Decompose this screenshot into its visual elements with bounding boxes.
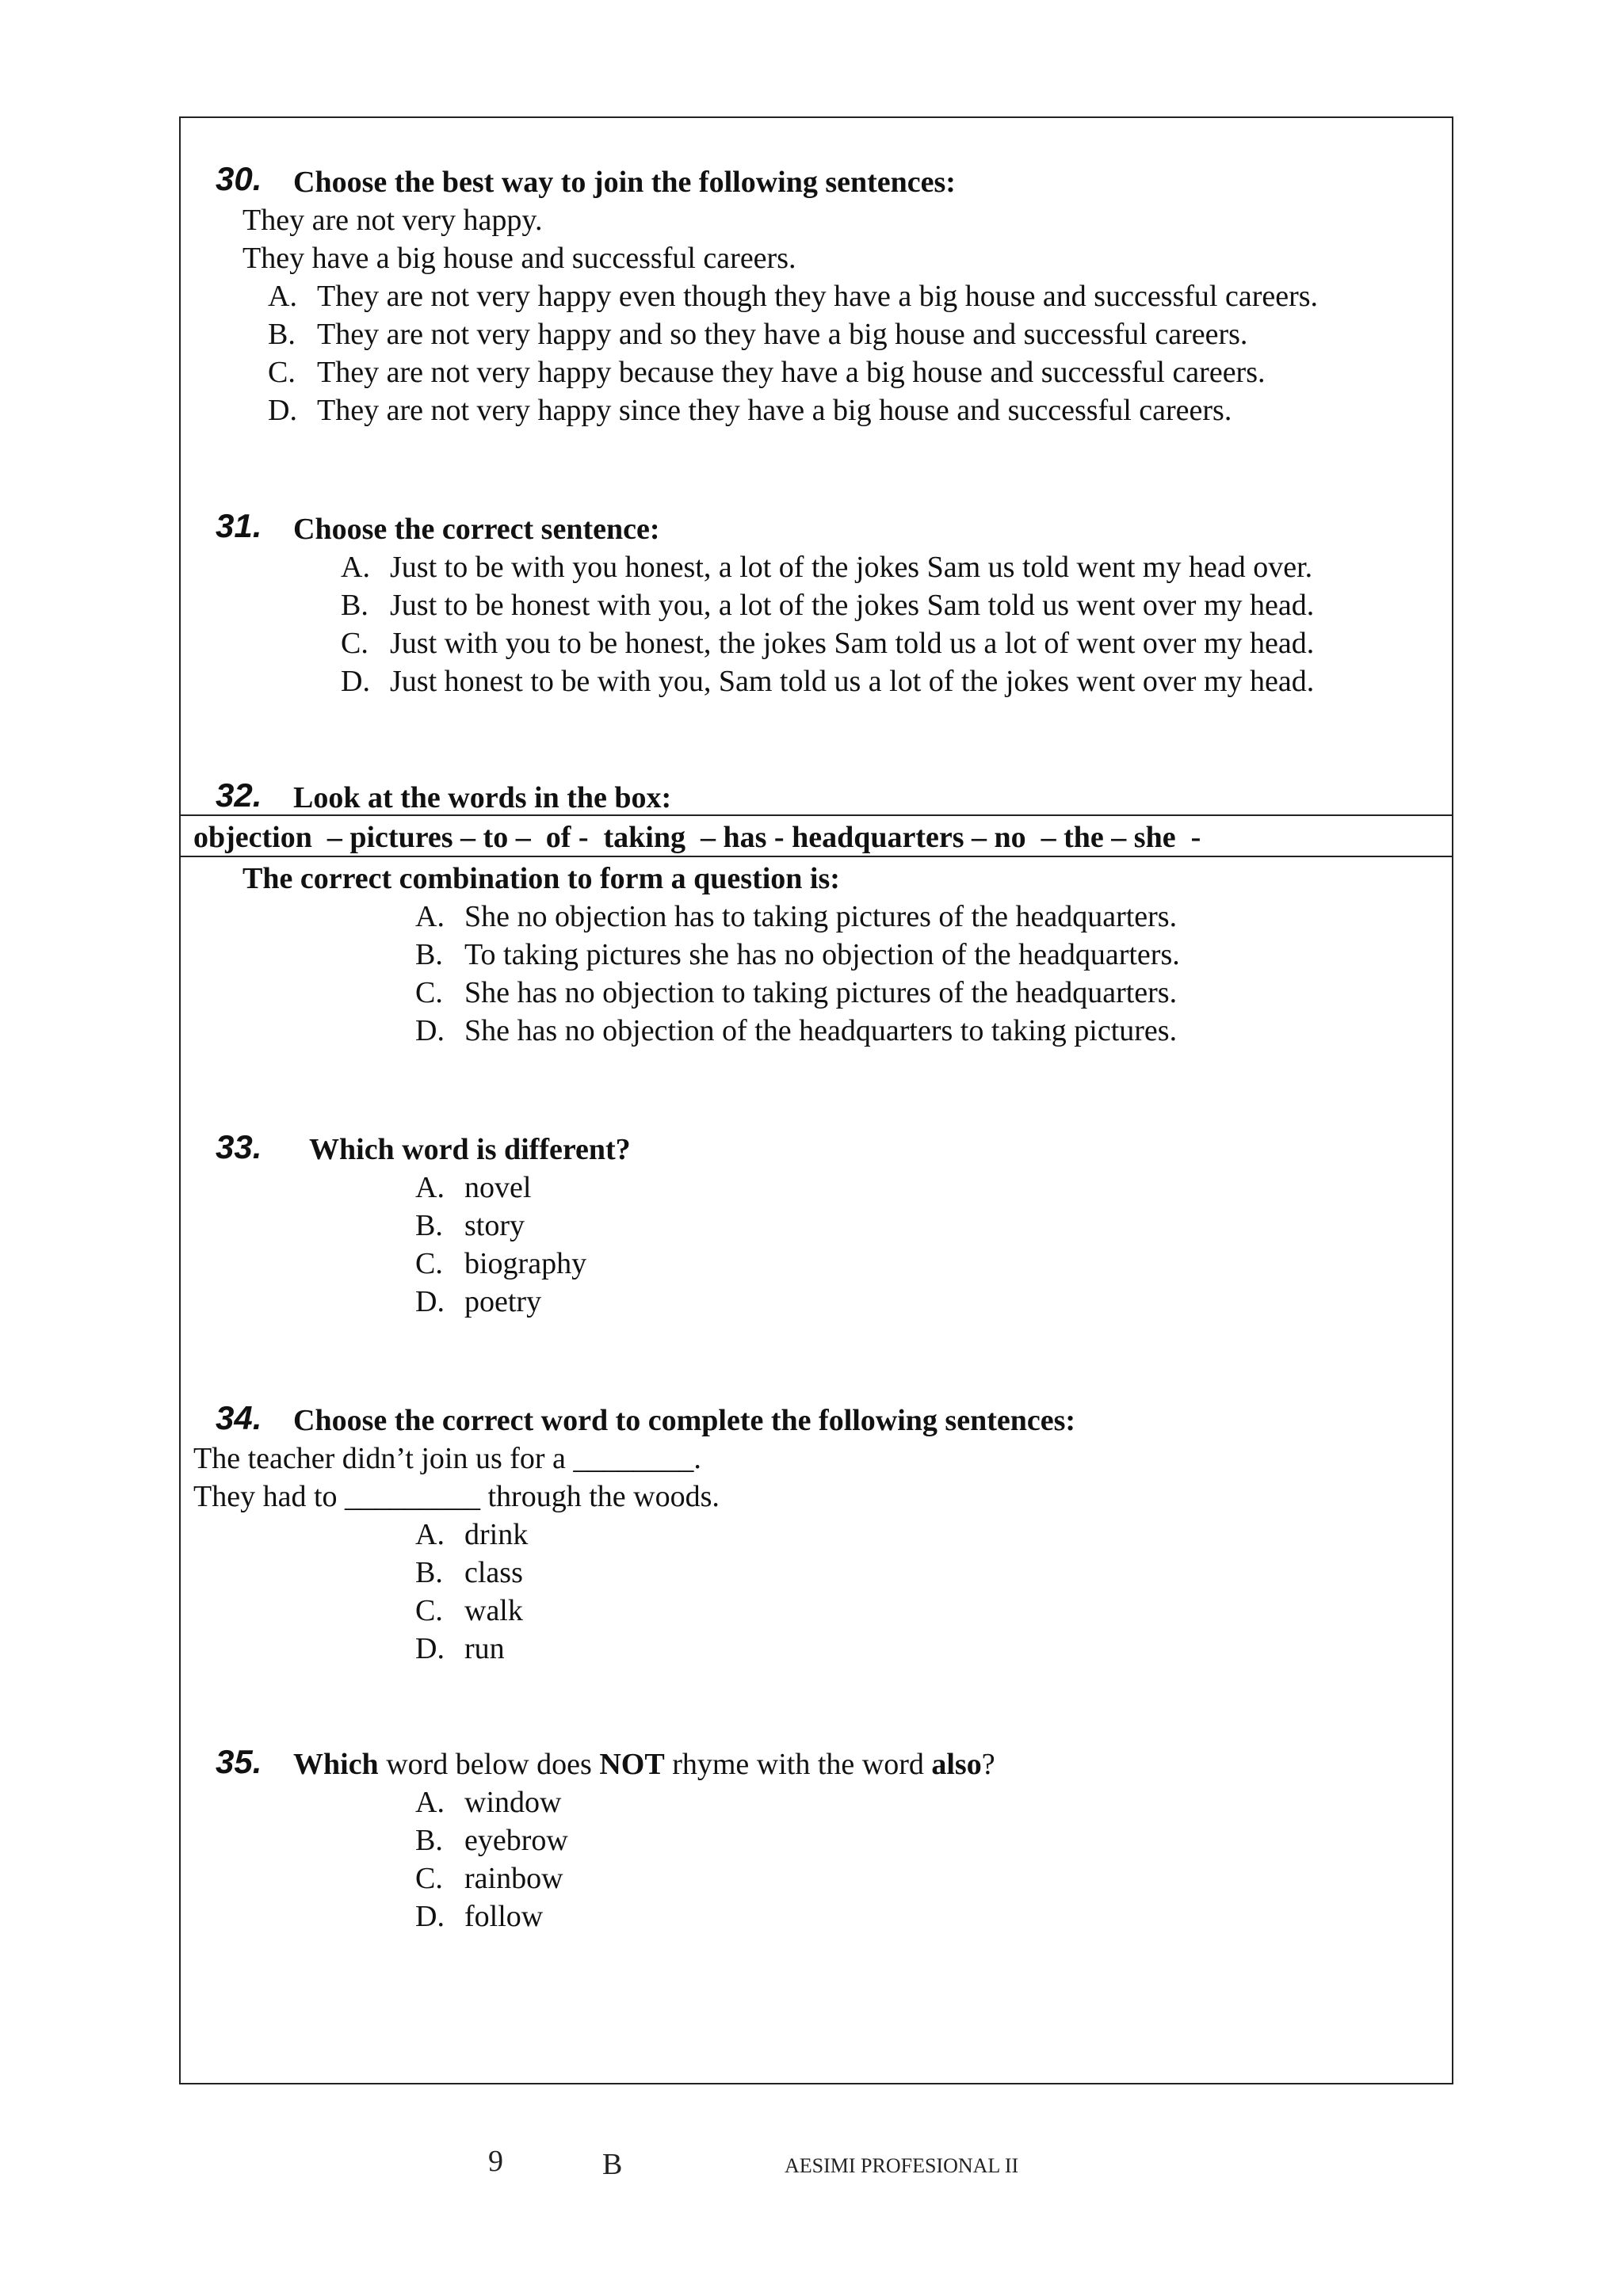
option-letter: B.	[268, 318, 296, 351]
sentence-line: They are not very happy.	[242, 204, 543, 237]
option-text: To taking pictures she has no objection of the headquarters.	[464, 938, 1180, 971]
prompt-bold-also: also	[931, 1748, 982, 1781]
option-text: class	[464, 1556, 523, 1589]
option-d[interactable]	[415, 1630, 505, 1668]
option-letter: B.	[415, 1556, 443, 1589]
option-text: rainbow	[464, 1862, 563, 1895]
option-letter: A.	[268, 280, 297, 313]
option-text: story	[464, 1209, 525, 1242]
option-c[interactable]	[415, 1859, 563, 1897]
option-letter: A.	[415, 1786, 445, 1819]
sentence-line: The teacher didn’t join us for a ________.	[193, 1442, 701, 1475]
option-letter: C.	[415, 976, 443, 1009]
prompt-text: ?	[981, 1748, 995, 1781]
option-b[interactable]	[415, 1554, 523, 1592]
option-letter: A.	[415, 900, 445, 933]
option-b[interactable]	[415, 936, 1180, 974]
option-d[interactable]	[268, 391, 1232, 429]
option-c[interactable]	[415, 1245, 586, 1283]
option-letter: D.	[415, 1900, 445, 1933]
question-prompt: Choose the correct word to complete the following sentences:	[293, 1404, 1076, 1437]
question-prompt	[293, 1745, 995, 1783]
option-text: drink	[464, 1518, 529, 1551]
option-text: eyebrow	[464, 1824, 568, 1857]
option-text: poetry	[464, 1285, 542, 1318]
option-text: They are not very happy even though they have a big house and successful careers.	[317, 280, 1319, 313]
option-text: Just to be honest with you, a lot of the jokes Sam told us went over my head.	[390, 589, 1315, 622]
prompt-text: word below does	[378, 1748, 600, 1781]
option-text: She has no objection of the headquarters to taking pictures.	[464, 1014, 1178, 1047]
question-number: 33.	[216, 1128, 262, 1165]
option-letter: D.	[415, 1632, 445, 1665]
option-a[interactable]	[268, 277, 1318, 315]
option-b[interactable]	[341, 586, 1314, 624]
prompt-text: rhyme with the word	[664, 1748, 932, 1781]
option-text: run	[464, 1632, 505, 1665]
option-a[interactable]	[341, 548, 1312, 586]
option-d[interactable]	[415, 1897, 543, 1936]
option-letter: B.	[415, 938, 443, 971]
option-text: follow	[464, 1900, 544, 1933]
question-prompt: Choose the correct sentence:	[293, 513, 660, 546]
option-letter: A.	[341, 551, 370, 584]
option-text: She no objection has to taking pictures of the headquarters.	[464, 900, 1178, 933]
prompt-bold-which: Which	[293, 1748, 379, 1781]
option-d[interactable]	[341, 662, 1314, 700]
question-prompt: Choose the best way to join the following sentences:	[293, 166, 956, 199]
option-b[interactable]	[268, 315, 1247, 353]
option-letter: A.	[415, 1171, 445, 1204]
option-text: Just honest to be with you, Sam told us a lot of the jokes went over my head.	[390, 665, 1315, 698]
question-number: 35.	[216, 1743, 262, 1780]
option-text: Just with you to be honest, the jokes Sam told us a lot of went over my head.	[390, 627, 1315, 660]
option-letter: D.	[415, 1285, 445, 1318]
option-text: window	[464, 1786, 562, 1819]
option-b[interactable]	[415, 1821, 568, 1859]
option-text: They are not very happy and so they have a big house and successful careers.	[317, 318, 1248, 351]
option-text: They are not very happy because they have a big house and successful careers.	[317, 356, 1266, 389]
option-text: She has no objection to taking pictures of the headquarters.	[464, 976, 1178, 1009]
question-number: 31.	[216, 507, 262, 544]
option-d[interactable]	[415, 1283, 541, 1321]
option-letter: D.	[268, 394, 297, 427]
option-letter: B.	[341, 589, 369, 622]
question-subprompt: The correct combination to form a question is:	[242, 862, 840, 895]
question-number: 32.	[216, 776, 262, 814]
option-c[interactable]	[415, 1592, 523, 1630]
option-a[interactable]	[415, 1516, 528, 1554]
option-text: novel	[464, 1171, 532, 1204]
option-text: walk	[464, 1594, 523, 1627]
question-number: 30.	[216, 160, 262, 197]
option-a[interactable]	[415, 1169, 531, 1207]
option-d[interactable]	[415, 1012, 1177, 1050]
option-letter: C.	[341, 627, 369, 660]
option-c[interactable]	[268, 353, 1266, 391]
option-letter: C.	[415, 1594, 443, 1627]
option-text: They are not very happy since they have a big house and successful careers.	[317, 394, 1232, 427]
option-letter: C.	[268, 356, 296, 389]
option-b[interactable]	[415, 1207, 525, 1245]
option-letter: B.	[415, 1209, 443, 1242]
option-letter: C.	[415, 1247, 443, 1280]
exam-version: B	[602, 2148, 623, 2181]
sentence-line: They had to _________ through the woods.	[193, 1480, 720, 1513]
option-letter: D.	[415, 1014, 445, 1047]
page-number: 9	[488, 2145, 503, 2178]
option-c[interactable]	[341, 624, 1314, 662]
option-letter: C.	[415, 1862, 443, 1895]
option-text: Just to be with you honest, a lot of the jokes Sam us told went my head over.	[390, 551, 1313, 584]
question-prompt: Which word is different?	[309, 1133, 631, 1166]
prompt-bold-not: NOT	[599, 1748, 665, 1781]
option-c[interactable]	[415, 974, 1177, 1012]
option-a[interactable]	[415, 898, 1177, 936]
option-letter: B.	[415, 1824, 443, 1857]
option-text: biography	[464, 1247, 587, 1280]
option-letter: A.	[415, 1518, 445, 1551]
option-a[interactable]	[415, 1783, 561, 1821]
question-number: 34.	[216, 1399, 262, 1436]
sentence-line: They have a big house and successful careers.	[242, 242, 796, 275]
option-letter: D.	[341, 665, 370, 698]
exam-name: AESIMI PROFESIONAL II	[785, 2154, 1019, 2177]
word-box: objection – pictures – to – of - taking – has - headquarters – no – the – she -	[193, 821, 1201, 854]
question-prompt: Look at the words in the box:	[293, 781, 672, 814]
